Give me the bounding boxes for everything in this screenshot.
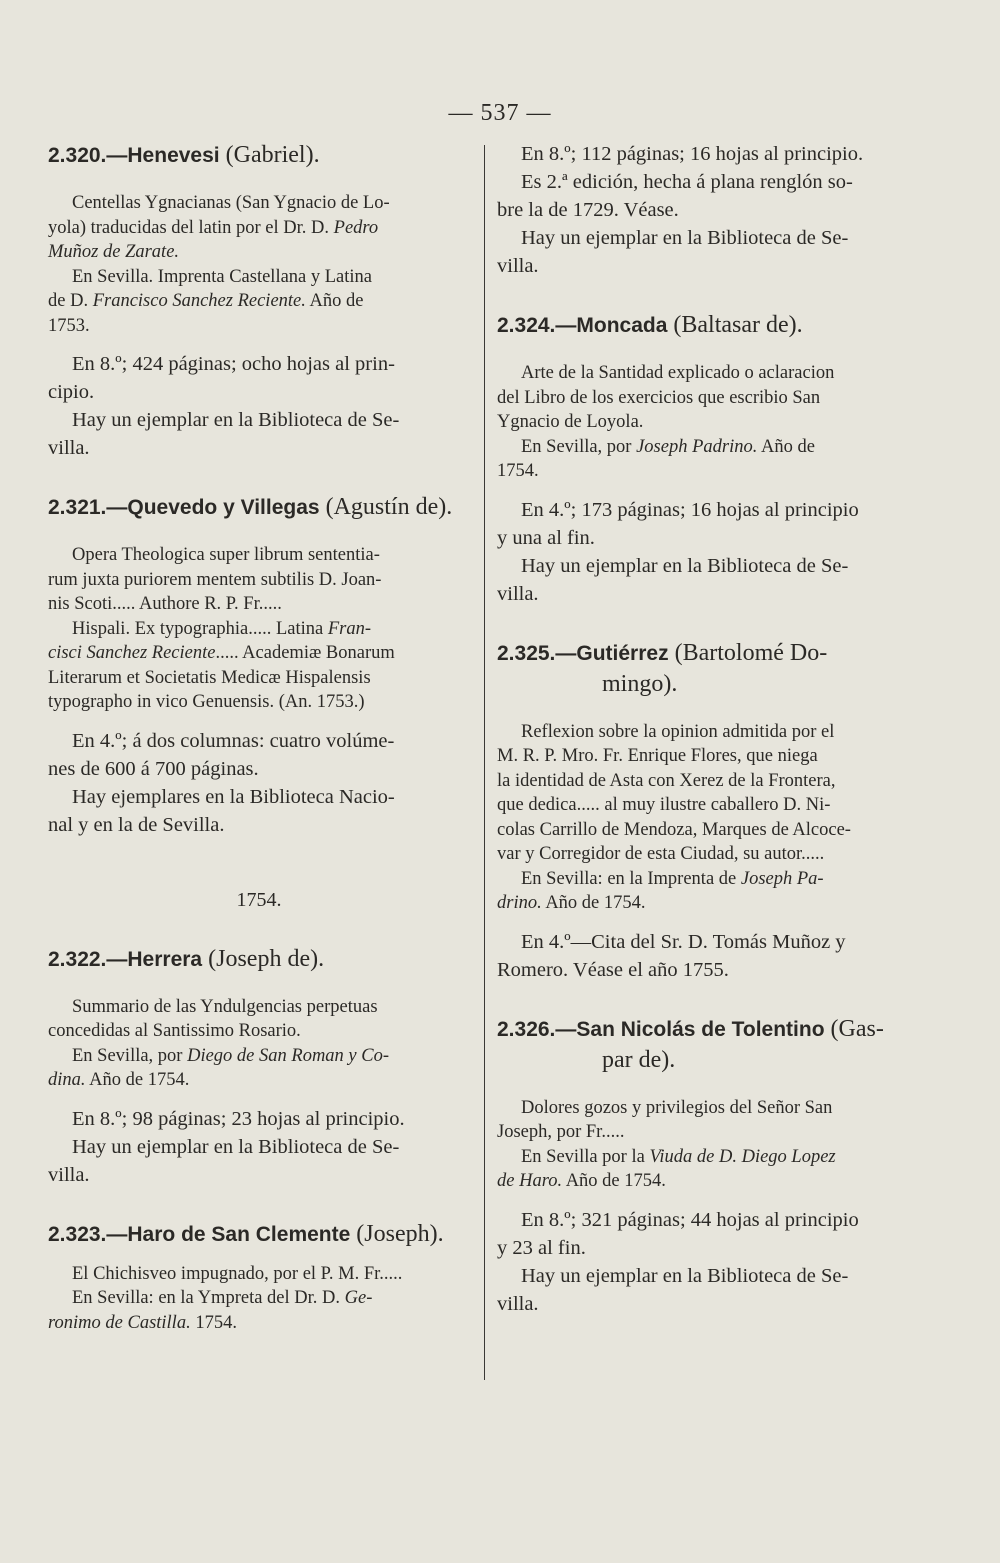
- description-line: cipio.: [48, 381, 95, 403]
- entry-2326: [497, 1014, 919, 1318]
- author-name: —San Nicolás de Tolentino: [555, 1017, 825, 1041]
- entry-2324: [497, 310, 919, 608]
- text-italic: Joseph Padrino.: [636, 436, 758, 457]
- title-line: rum juxta puriorem mentem subtilis D. Joan-: [48, 569, 382, 590]
- text: Año de: [757, 436, 815, 457]
- entry-2320: [48, 140, 470, 462]
- title-line: Ygnacio de Loyola.: [497, 412, 644, 432]
- entry-number: 2.325.: [497, 641, 556, 665]
- author-name: —Haro de San Clemente: [106, 1222, 351, 1246]
- year-heading: 1754.: [236, 888, 282, 911]
- title-line: Opera Theologica super librum sententia-: [72, 545, 380, 565]
- title-line: nis Scoti..... Authore R. P. Fr.....: [48, 594, 282, 614]
- entry-heading: [48, 944, 470, 975]
- text-italic: Viuda de D. Diego Lopez: [649, 1146, 836, 1167]
- title-line: Centellas Ygnacianas (San Ygnacio de Lo-: [72, 193, 390, 213]
- title-line: El Chichisveo impugnado, por el P. M. Fr.....: [72, 1263, 403, 1284]
- holding-line: Hay un ejemplar en la Biblioteca de Se-: [72, 1135, 400, 1158]
- author-name: —Henevesi: [106, 144, 220, 167]
- text-italic: cisci Sanchez Reciente: [48, 643, 216, 663]
- left-column: [48, 140, 470, 1335]
- author-given-name: (Joseph).: [350, 1220, 444, 1247]
- author-given-name: (Agustín de).: [319, 494, 453, 520]
- holding-line: Hay un ejemplar en la Biblioteca de Se-: [521, 227, 849, 249]
- author-name: —Gutiérrez: [555, 641, 669, 665]
- entry-heading: [48, 1219, 470, 1250]
- title-line: [48, 240, 470, 265]
- imprint-line: [497, 1169, 919, 1194]
- description-line: En 8.º; 321 páginas; 44 hojas al principio: [521, 1208, 859, 1231]
- entry-heading-continued: par de).: [602, 1046, 676, 1073]
- text-italic: Joseph Pa-: [740, 868, 824, 889]
- text-italic: Diego de San Roman y Co-: [187, 1045, 390, 1066]
- entry-2323: [48, 1219, 470, 1336]
- holding-line: Hay un ejemplar en la Biblioteca de Se-: [72, 409, 400, 431]
- title-line: la identidad de Asta con Xerez de la Frontera,: [497, 770, 836, 791]
- description-line: bre la de 1729. Véase.: [497, 199, 679, 221]
- title-line: Summario de las Yndulgencias perpetuas: [72, 996, 378, 1017]
- entry-2322: [48, 944, 470, 1189]
- text: Año de 1754.: [541, 893, 646, 913]
- text: Año de: [305, 291, 364, 311]
- text: En Sevilla: en la Imprenta de: [521, 868, 741, 889]
- text-italic: dina.: [48, 1070, 86, 1090]
- imprint-line: 1754.: [497, 461, 539, 481]
- text-italic: Pedro: [333, 217, 379, 238]
- text-italic: Francisco Sanchez Reciente.: [92, 291, 306, 311]
- imprint-line: [48, 1044, 470, 1069]
- title-line: [48, 216, 470, 241]
- page-number: — 537 —: [448, 100, 552, 126]
- holding-line: Hay un ejemplar en la Biblioteca de Se-: [521, 554, 849, 577]
- entry-number: 2.323.: [48, 1222, 107, 1246]
- imprint-line: [497, 435, 919, 460]
- right-column: [497, 140, 919, 1318]
- text: yola) traducidas del latin por el Dr. D.: [48, 217, 334, 238]
- imprint-line: [48, 1068, 470, 1093]
- holding-line: villa.: [497, 582, 539, 605]
- text: En Sevilla por la: [521, 1146, 650, 1167]
- imprint-line: [497, 891, 919, 916]
- imprint-line: En Sevilla. Imprenta Castellana y Latina: [72, 266, 373, 287]
- text: Año de 1754.: [85, 1070, 190, 1090]
- imprint-line: [48, 641, 470, 666]
- entry-number: 2.324.: [497, 314, 556, 337]
- imprint-line: [48, 1286, 470, 1311]
- description-line: y una al fin.: [497, 526, 595, 549]
- title-line: Dolores gozos y privilegios del Señor San: [521, 1097, 833, 1118]
- author-name: —Herrera: [106, 947, 203, 971]
- imprint-line: [48, 1311, 470, 1336]
- author-name: —Quevedo y Villegas: [106, 496, 320, 519]
- title-line: var y Corregidor de esta Ciudad, su autor.....: [497, 844, 825, 864]
- entry-number: 2.322.: [48, 947, 107, 971]
- title-line: concedidas al Santissimo Rosario.: [48, 1021, 301, 1041]
- title-line: del Libro de los exercicios que escribio San: [497, 387, 821, 408]
- title-line: Arte de la Santidad explicado o aclaracion: [521, 363, 835, 383]
- text: En Sevilla: en la Ympreta del Dr. D.: [72, 1288, 345, 1308]
- author-given-name: (Joseph de).: [202, 945, 325, 972]
- text: Hispali. Ex typographia..... Latina: [72, 618, 328, 639]
- author-given-name: (Bartolomé Do-: [668, 639, 828, 666]
- title-line: Reflexion sobre la opinion admitida por el: [521, 721, 835, 742]
- entry-2321: [48, 492, 470, 839]
- title-line: M. R. P. Mro. Fr. Enrique Flores, que niega: [497, 746, 818, 766]
- holding-line: villa.: [48, 1163, 90, 1186]
- title-line: Joseph, por Fr.....: [497, 1122, 625, 1142]
- text-italic: Fran-: [327, 618, 372, 639]
- holding-line: Hay un ejemplar en la Biblioteca de Se-: [521, 1264, 849, 1287]
- text: de D.: [48, 291, 93, 311]
- holding-line: villa.: [48, 437, 90, 459]
- imprint-line: 1753.: [48, 315, 90, 336]
- title-line: colas Carrillo de Mendoza, Marques de Alcoce-: [497, 819, 851, 840]
- title-line: que dedica..... al muy ilustre caballero D. Ni-: [497, 795, 831, 815]
- text-italic: Muñoz de Zarate.: [48, 242, 180, 262]
- description-line: En 4.º—Cita del Sr. D. Tomás Muñoz y: [521, 930, 846, 953]
- description-line: Romero. Véase el año 1755.: [497, 958, 729, 981]
- entry-heading: [48, 492, 470, 523]
- description-line: y 23 al fin.: [497, 1236, 586, 1259]
- text: En Sevilla, por: [521, 436, 637, 457]
- author-name: —Moncada: [555, 314, 668, 337]
- description-line: nes de 600 á 700 páginas.: [48, 757, 259, 780]
- entry-number: 2.326.: [497, 1017, 556, 1041]
- description-line: En 4.º; á dos columnas: cuatro volúme-: [72, 729, 395, 752]
- entry-2323-continued: [497, 140, 919, 280]
- text: 1754.: [190, 1312, 237, 1333]
- author-given-name: (Gas-: [824, 1015, 884, 1042]
- text-italic: drino.: [497, 893, 542, 913]
- entry-heading: [48, 140, 470, 171]
- description-line: En 8.º; 112 páginas; 16 hojas al principio.: [521, 143, 864, 165]
- author-given-name: (Gabriel).: [219, 142, 320, 168]
- description-line: En 4.º; 173 páginas; 16 hojas al principio: [521, 498, 859, 521]
- imprint-line: Literarum et Societatis Medicæ Hispalensis: [48, 667, 371, 688]
- text-italic: ronimo de Castilla.: [48, 1312, 191, 1333]
- imprint-line: [497, 1145, 919, 1170]
- entry-heading: [497, 310, 919, 341]
- imprint-line: [48, 617, 470, 642]
- entry-number: 2.321.: [48, 496, 107, 519]
- holding-line: villa.: [497, 255, 539, 277]
- entry-heading: [497, 638, 919, 669]
- description-line: En 8.º; 98 páginas; 23 hojas al principio.: [72, 1107, 405, 1130]
- text: En Sevilla, por: [72, 1045, 188, 1066]
- imprint-line: [48, 289, 470, 314]
- text-italic: Ge-: [344, 1288, 373, 1308]
- entry-2325: [497, 638, 919, 984]
- holding-line: villa.: [497, 1292, 539, 1315]
- holding-line: Hay ejemplares en la Biblioteca Nacio-: [72, 785, 395, 808]
- entry-heading: [497, 1014, 919, 1045]
- author-given-name: (Baltasar de).: [667, 312, 803, 338]
- text-italic: de Haro.: [497, 1171, 563, 1191]
- imprint-line: [497, 867, 919, 892]
- imprint-line: typographo in vico Genuensis. (An. 1753.): [48, 692, 365, 712]
- entry-heading-continued: mingo).: [602, 670, 678, 697]
- column-divider: [484, 145, 485, 1380]
- holding-line: nal y en la de Sevilla.: [48, 813, 225, 836]
- description-line: Es 2.ª edición, hecha á plana renglón so-: [521, 171, 853, 193]
- text: ..... Academiæ Bonarum: [215, 643, 395, 663]
- description-line: En 8.º; 424 páginas; ocho hojas al prin-: [72, 353, 395, 375]
- text: Año de 1754.: [562, 1171, 666, 1191]
- entry-number: 2.320.: [48, 144, 107, 167]
